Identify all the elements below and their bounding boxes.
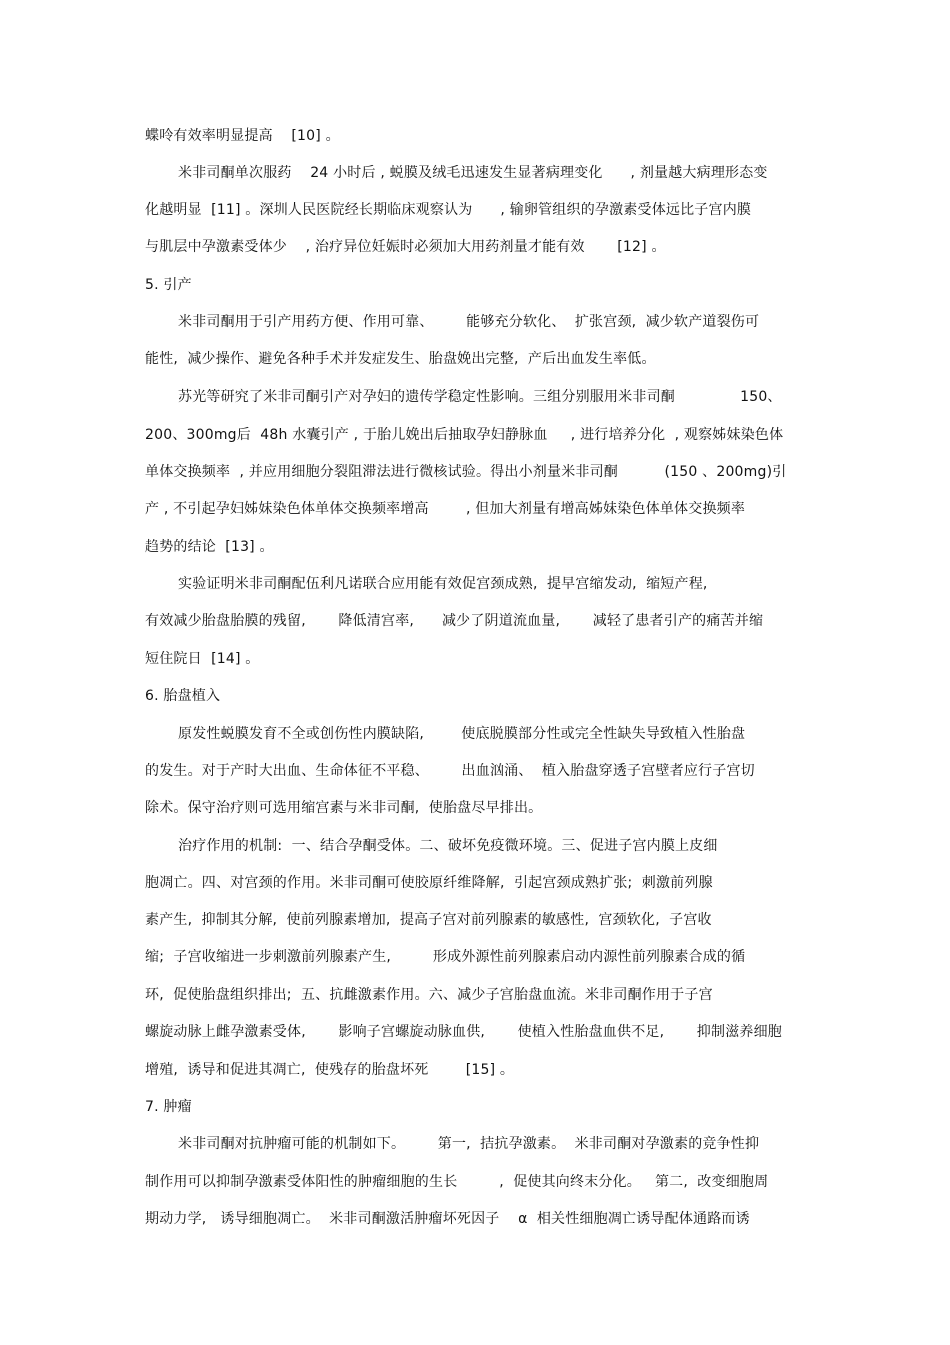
text-line: 胞凋亡。四、对宫颈的作用。米非司酮可使胶原纤维降解, 引起宫颈成熟扩张; 刺激前列腺 <box>145 875 713 891</box>
text-line: 能性, 减少操作、避免各种手术并发症发生、胎盘娩出完整, 产后出血发生率低。 <box>145 351 656 367</box>
text-line: 趋势的结论 [13] 。 <box>145 539 274 555</box>
text-line: 期动力学, 诱导细胞凋亡。 米非司酮激活肿瘤坏死因子 α 相关性细胞凋亡诱导配体通路而诱 <box>145 1211 750 1227</box>
text-line: 化越明显 [11] 。深圳人民医院经长期临床观察认为 , 输卵管组织的孕激素受体远比子宫内膜 <box>145 202 752 218</box>
section-heading: 6. 胎盘植入 <box>145 688 221 704</box>
paragraph-line: 米非司酮单次服药 24 小时后 , 蜕膜及绒毛迅速发生显著病理变化 , 剂量越大病理形态变 <box>178 165 768 181</box>
text-line: 螺旋动脉上雌孕激素受体, 影响子宫螺旋动脉血供, 使植入性胎盘血供不足, 抑制滋养细胞 <box>145 1024 783 1040</box>
text-line: 短住院日 [14] 。 <box>145 651 260 667</box>
paragraph-line: 苏光等研究了米非司酮引产对孕妇的遗传学稳定性影响。三组分别服用米非司酮 150、 <box>178 389 782 405</box>
text-line: 与肌层中孕激素受体少 , 治疗异位妊娠时必须加大用药剂量才能有效 [12] 。 <box>145 239 666 255</box>
text-line: 环, 促使胎盘组织排出; 五、抗雌激素作用。六、减少子宫胎盘血流。米非司酮作用于子宫 <box>145 987 713 1003</box>
text-line: 单体交换频率 , 并应用细胞分裂阻滞法进行微核试验。得出小剂量米非司酮 (150 、200mg)引 <box>145 464 787 480</box>
paragraph-line: 治疗作用的机制: 一、结合孕酮受体。二、破坏免疫微环境。三、促进子宫内膜上皮细 <box>178 838 718 854</box>
section-heading: 7. 肿瘤 <box>145 1099 192 1115</box>
text-line: 除术。保守治疗则可选用缩宫素与米非司酮, 使胎盘尽早排出。 <box>145 800 543 816</box>
text-line: 缩; 子宫收缩进一步刺激前列腺素产生, 形成外源性前列腺素启动内源性前列腺素合成的循 <box>145 949 746 965</box>
text-line: 蝶呤有效率明显提高 [10] 。 <box>145 128 340 144</box>
paragraph-line: 原发性蜕膜发育不全或创伤性内膜缺陷, 使底脱膜部分性或完全性缺失导致植入性胎盘 <box>178 726 746 742</box>
paragraph-line: 米非司酮用于引产用药方便、作用可靠、 能够充分软化、 扩张宫颈, 减少软产道裂伤可 <box>178 314 760 330</box>
text-line: 产 , 不引起孕妇姊妹染色体单体交换频率增高 , 但加大剂量有增高姊妹染色体单体交换频率 <box>145 501 746 517</box>
text-line: 有效减少胎盘胎膜的残留, 降低清宫率, 减少了阴道流血量, 减轻了患者引产的痛苦并缩 <box>145 613 764 629</box>
text-line: 制作用可以抑制孕激素受体阳性的肿瘤细胞的生长 , 促使其向终末分化。 第二, 改变细胞周 <box>145 1174 769 1190</box>
text-line: 增殖, 诱导和促进其凋亡, 使残存的胎盘坏死 [15] 。 <box>145 1062 515 1078</box>
text-line: 200、300mg后 48h 水囊引产 , 于胎儿娩出后抽取孕妇静脉血 , 进行培养分化 , 观察姊妹染色体 <box>145 427 784 443</box>
text-line: 的发生。对于产时大出血、生命体征不平稳、 出血汹涌、 植入胎盘穿透子宫壁者应行子宫切 <box>145 763 755 779</box>
text-line: 素产生, 抑制其分解, 使前列腺素增加, 提高子宫对前列腺素的敏感性, 宫颈软化, 子宫收 <box>145 912 712 928</box>
paragraph-line: 米非司酮对抗肿瘤可能的机制如下。 第一, 拮抗孕激素。 米非司酮对孕激素的竞争性抑 <box>178 1136 760 1152</box>
paragraph-line: 实验证明米非司酮配伍利凡诺联合应用能有效促宫颈成熟, 提早宫缩发动, 缩短产程, <box>178 576 708 592</box>
section-heading: 5. 引产 <box>145 277 192 293</box>
